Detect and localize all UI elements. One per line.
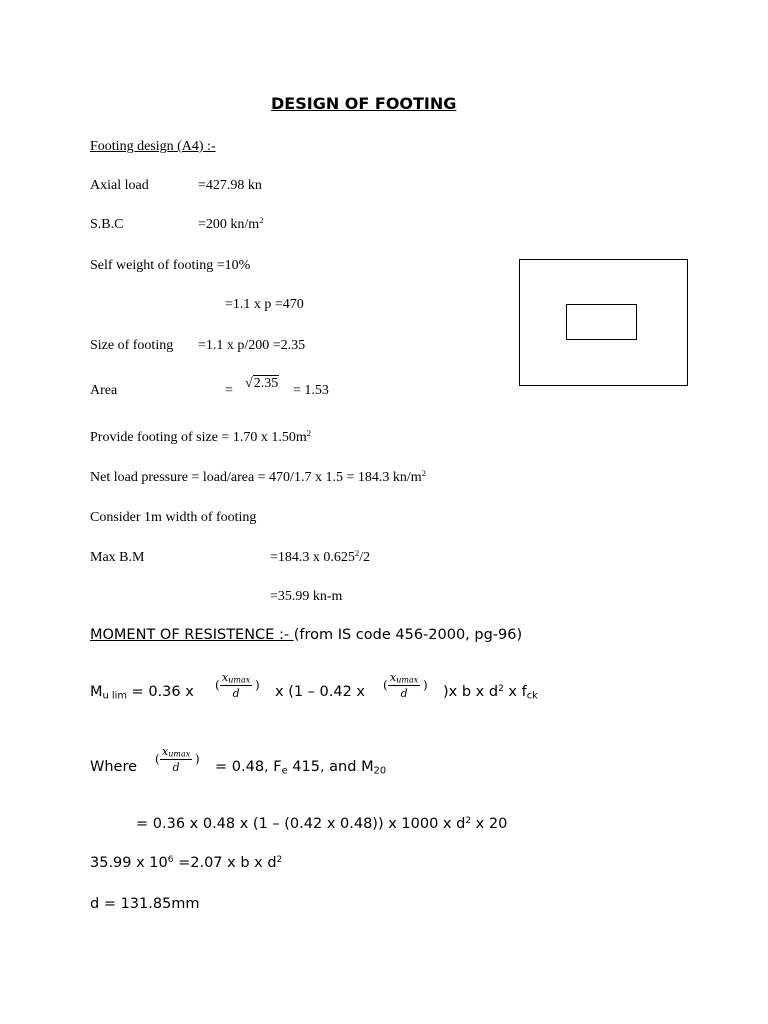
- mu-lim-middle: x (1 – 0.42 x: [275, 684, 366, 700]
- moment-heading: MOMENT OF RESISTENCE :- (from IS code 456-2000, pg-96): [90, 627, 523, 643]
- mu-lim-label: $M_{u lim} = 0.36$ x: [90, 684, 194, 702]
- paren-open: (: [155, 752, 160, 766]
- sbc-value: =200 $kn/m^2$: [198, 215, 264, 232]
- column-outline-diagram: [566, 304, 637, 340]
- consider-line: Consider 1m width of footing: [90, 510, 257, 525]
- paren-close: ): [195, 752, 200, 766]
- max-bm-label: Max B.M: [90, 550, 145, 565]
- section-heading: Footing design (A4) :-: [90, 139, 216, 154]
- xu-max-over-d-fraction: $x_{umax}$ d: [390, 671, 419, 700]
- area-label: Area: [90, 383, 118, 398]
- provide-footing-line: Provide footing of size = 1.70 x $1.50m^2$: [90, 428, 312, 445]
- axial-load-value: =427.98 kn: [198, 178, 262, 193]
- depth-result: d = 131.85mm: [90, 896, 200, 912]
- xu-max-over-d-fraction: $x_{umax}$ d: [222, 671, 251, 700]
- xu-max-over-d-fraction: $x_{umax}$ d: [162, 745, 191, 774]
- page-title: DESIGN OF FOOTING: [271, 94, 457, 113]
- net-load-line: Net load pressure = load/area = 470/1.7 x 1.5 = 184.3 $kn/m^2$: [90, 468, 426, 485]
- paren-open: (: [383, 678, 388, 692]
- paren-open: (: [215, 678, 220, 692]
- max-bm-result: =35.99 kn-m: [270, 589, 343, 604]
- calculation-line: = 0.36 x 0.48 x (1 – (0.42 x 0.48)) x 1000 x $d^2$ x 20: [136, 816, 508, 832]
- area-equals: =: [225, 383, 233, 398]
- paren-close: ): [255, 678, 260, 692]
- self-weight-line: Self weight of footing =10%: [90, 258, 251, 273]
- sqrt-expression: √2.35: [245, 376, 279, 391]
- max-bm-value: =184.3 x 0.625$^2$/2: [270, 548, 371, 565]
- axial-load-label: Axial load: [90, 178, 149, 193]
- mu-lim-end: )x b x $d^2$ x $f_{ck}$: [443, 684, 538, 702]
- equation-line: 35.99 x $10^6 =2.07$ x b x $d^2$: [90, 855, 283, 871]
- total-load-line: =1.1 x p =470: [225, 297, 304, 312]
- area-result: = 1.53: [293, 383, 329, 398]
- sbc-label: S.B.C: [90, 217, 124, 232]
- size-label: Size of footing: [90, 338, 174, 353]
- where-values: = 0.48, $F_e$ 415, and $M_{20}$: [215, 759, 387, 777]
- paren-close: ): [423, 678, 428, 692]
- size-value: =1.1 x p/200 =2.35: [198, 338, 306, 353]
- where-label: Where: [90, 759, 138, 775]
